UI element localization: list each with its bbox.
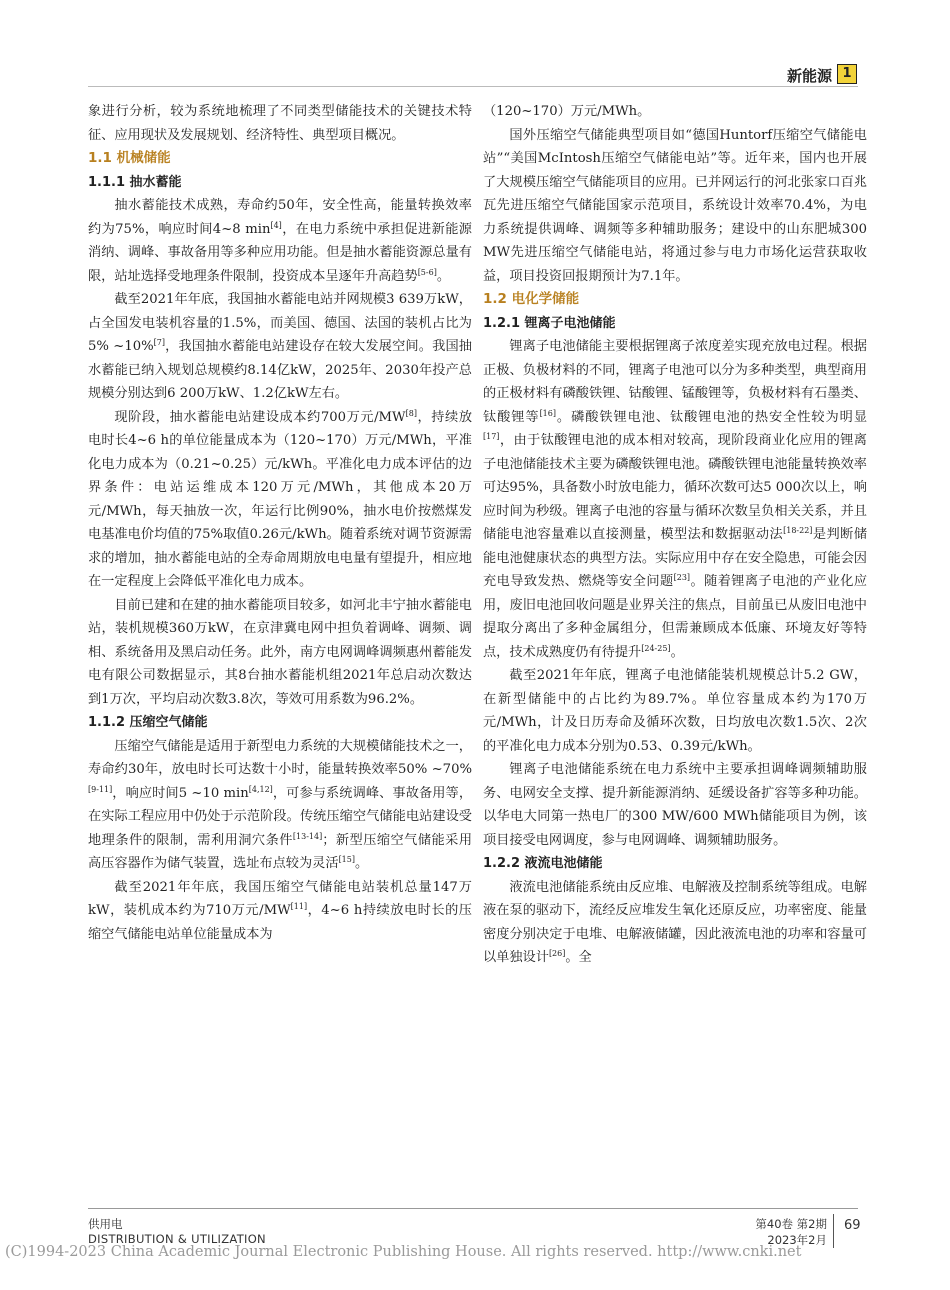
section-label: 新能源 [786, 67, 832, 85]
paragraph-text: 压缩空气储能是适用于新型电力系统的大规模储能技术之一，寿命约30年，放电时长可达数十小时，能量转换效率50% ~70% [88, 738, 472, 777]
left-column [88, 100, 472, 946]
citation: [8] [405, 408, 417, 418]
paragraph-text: ，我国抽水蓄能电站建设存在较大发展空间。我国抽水蓄能已纳入规划总规模约8.14亿kW，2025年、2030年投产总规模分别达到6 200万kW、1.2亿kW左右。 [88, 339, 472, 401]
volume-issue: 第40卷 第2期 [755, 1217, 827, 1231]
section-number-badge: 1 [837, 64, 857, 84]
paragraph-text: 是判断储能电池健康状态的典型方法。实际应用中存在安全隐患，可能会因充电导致发热、燃烧等安全问题 [483, 527, 868, 589]
heading-1-2-2: 1.2.2 液流电池储能 [483, 856, 603, 871]
paragraph-text: 。磷酸铁锂电池、钛酸锂电池的热安全性较为明显 [555, 409, 868, 425]
paragraph: 国外压缩空气储能典型项目如“德国Huntorf压缩空气储能电站”“美国McIntosh压缩空气储能电站”等。近年来，国内也开展了大规模压缩空气储能项目的应用。已并网运行的河北张家口百兆瓦先进压缩空气储能国家示范项目，系统设计效率70.4%，为电力系统提供调峰、调频等多种辅助服务；建设中的山东肥城300 MW先进压缩空气储能电站，将通过参与电力市场化运营获取收益，项目投资回报期预计为7.1年。 [483, 127, 867, 284]
issue-date: 2023年2月 [767, 1233, 827, 1247]
citation: [15] [338, 855, 355, 864]
paragraph-text: 。 [436, 268, 450, 284]
paragraph [88, 194, 472, 288]
paragraph-text: ；新型压缩空气储能采用高压容器作为储气装置，选址布点较为灵活 [88, 832, 473, 871]
citation: [18-22] [783, 526, 813, 535]
paragraph-text: 截至2021年年底，我国压缩空气储能电站装机总量147万kW，装机成本约为710万元/MW [88, 879, 472, 918]
footer-divider [833, 1214, 834, 1248]
paragraph-text: 。全 [565, 950, 592, 965]
paragraph [483, 876, 867, 970]
citation: [4,12] [248, 784, 273, 794]
paragraph-text: 。 [670, 644, 684, 660]
paragraph: 目前已建和在建的抽水蓄能项目较多，如河北丰宁抽水蓄能电站，装机规模360万kW，在京津冀电网中担负着调峰、调频、调相、系统备用及黑启动任务。此外，南方电网调峰调频惠州蓄能发电有限公司数据显示，其8台抽水蓄能机组2021年总启动次数达到1万次，平均启动次数3.8次，等效可用系数为96.2%。 [88, 597, 472, 707]
paragraph-text: 锂离子电池储能主要根据锂离子浓度差实现充放电过程。根据正极、负极材料的不同，锂离子电池可以分为多种类型，典型商用的正极材料有磷酸铁锂、钴酸锂、锰酸锂等，负极材料有石墨类、钛酸锂等 [483, 339, 867, 425]
paragraph-text: ，在电力系统中承担促进新能源消纳、调峰、事故备用等多种应用功能。但是抽水蓄能资源总量有限，站址选择受地理条件限制，投资成本呈逐年升高趋势 [88, 221, 472, 284]
citation: [5-6] [417, 267, 437, 277]
citation: [26] [548, 949, 566, 958]
intro-paragraph: 象进行分析，较为系统地梳理了不同类型储能技术的关键技术特征、应用现状及发展规划、经济特性、典型项目概况。 [88, 104, 472, 143]
journal-name-en: DISTRIBUTION & UTILIZATION [88, 1232, 266, 1246]
citation: [4] [270, 220, 282, 230]
citation: [16] [539, 408, 556, 418]
paragraph-text: ，响应时间5 ~10 min [112, 785, 249, 801]
paragraph: 截至2021年年底，锂离子电池储能装机规模总计5.2 GW，在新型储能中的占比约为89.7%。单位容量成本约为170万元/MWh，计及日历寿命及循环次数，日均放电次数1.5次、2次的平准化电力成本分别为0.53、0.39元/kWh。 [483, 668, 867, 754]
citation: [24-25] [641, 643, 671, 653]
heading-1-1-1: 1.1.1 抽水蓄能 [88, 174, 182, 190]
journal-name-cn: 供用电 [88, 1217, 123, 1231]
right-column [483, 100, 867, 970]
paragraph-text: 截至2021年年底，我国抽水蓄能电站并网规模3 639万kW，占全国发电装机容量的1.5%，而美国、德国、法国的装机占比为5% ~10% [88, 292, 472, 354]
paragraph-text: ，持续放电时长4~6 h的单位能量成本为（120~170）万元/MWh，平准化电力成本为（0.21~0.25）元/kWh。平准化电力成本评估的边界条件：电站运维成本120万元/MWh，其他成本20万元/MWh，每天抽放一次，年运行比例90%，抽水电价按燃煤发电基准电价均值的75%取值0.26元/kWh。随着系统对调节资源需求的增加，抽水蓄能电站的全寿命周期放电电量有望提升，相应地在一定程度上会降低平准化电力成本。 [88, 409, 473, 589]
citation: [23] [673, 573, 691, 582]
heading-1-2: 1.2 电化学储能 [483, 291, 580, 307]
paragraph-text: 液流电池储能系统由反应堆、电解液及控制系统等组成。电解液在泵的驱动下，流经反应堆发生氧化还原反应，功率密度、能量密度分别决定于电堆、电解液储罐，因此液流电池的功率和容量可以单独设计 [483, 879, 867, 965]
paragraph-text: 。随着锂离子电池的产业化应用，废旧电池回收问题是业界关注的焦点，目前虽已从废旧电池中提取分离出了多种金属组分，但需兼顾成本低廉、环境友好等特点，技术成熟度仍有待提升 [483, 574, 868, 660]
paragraph: （120~170）万元/MWh。 [483, 104, 651, 119]
heading-1-2-1: 1.2.1 锂离子电池储能 [483, 315, 616, 331]
citation: [11] [290, 902, 308, 911]
paragraph [483, 335, 867, 664]
paragraph: 锂离子电池储能系统在电力系统中主要承担调峰调频辅助服务、电网安全支撑、提升新能源消纳、延缓设备扩容等多种功能。以华电大同第一热电厂的300 MW/600 MWh储能项目为例，该项目接受电网调度，参与电网调峰、调频辅助服务。 [483, 762, 867, 848]
paragraph-text: ，4~6 h持续放电时长的压缩空气储能电站单位能量成本为 [88, 903, 472, 942]
paragraph [88, 876, 472, 947]
copyright-watermark: (C)1994-2023 China Academic Journal Electronic Publishing House. All rights reserved. http://www.cnki.net [5, 1244, 802, 1260]
page-number: 69 [844, 1218, 861, 1233]
paragraph-text: ，可参与系统调峰、事故备用等，在实际工程应用中仍处于示范阶段。传统压缩空气储能电站建设受地理条件的限制，需利用洞穴条件 [88, 785, 473, 848]
paragraph-text: 。 [354, 856, 369, 871]
paragraph [88, 735, 472, 876]
paragraph-text: ，由于钛酸锂电池的成本相对较高，现阶段商业化应用的锂离子电池储能技术主要为磷酸铁锂电池。磷酸铁锂电池能量转换效率可达95%，具备数小时放电能力，循环次数可达5 000次以上，响应时间为秒级。锂离子电池的容量与循环次数呈负相关关系，并且储能电池容量难以直接测量，模型法和数据驱动法 [483, 433, 867, 542]
header-rule [88, 86, 858, 87]
heading-1-1-2: 1.1.2 压缩空气储能 [88, 715, 208, 730]
citation: [7] [153, 338, 165, 347]
paragraph [88, 288, 472, 406]
citation: [13-14] [292, 831, 323, 841]
citation: [9-11] [88, 784, 113, 794]
paragraph [88, 406, 472, 594]
citation: [17] [483, 432, 500, 441]
paragraph-text: 现阶段，抽水蓄能电站建设成本约700万元/MW [114, 409, 406, 425]
paragraph-text: 抽水蓄能技术成熟，寿命约50年，安全性高，能量转换效率约为75%，响应时间4~8 min [88, 198, 472, 237]
footer-rule [88, 1208, 858, 1209]
heading-1-1: 1.1 机械储能 [88, 150, 171, 166]
